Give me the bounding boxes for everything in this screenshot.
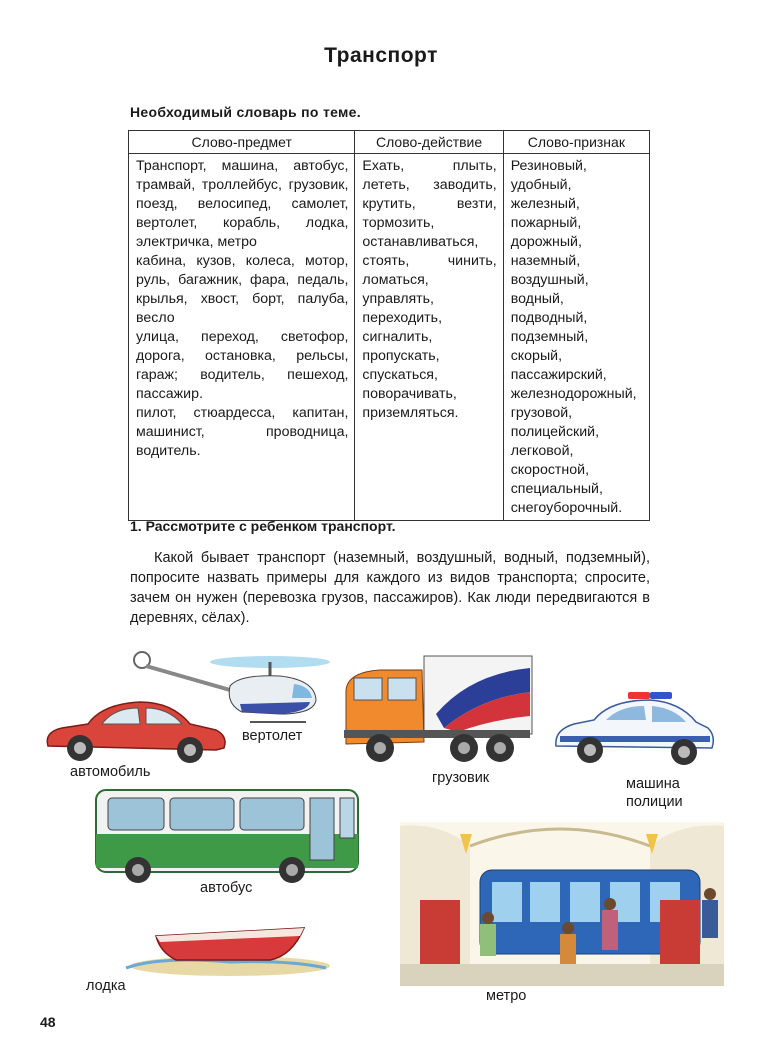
vocab-heading: Необходимый словарь по теме. [130, 104, 361, 120]
table-row [129, 154, 650, 521]
page-number: 48 [40, 1014, 56, 1030]
table-header-cell: Слово-признак [503, 131, 649, 154]
table-header-row [129, 131, 650, 154]
helicopter-illustration [130, 648, 325, 730]
helicopter-label: вертолет [242, 728, 303, 744]
metro-illustration [400, 822, 724, 986]
bus-label: автобус [200, 880, 253, 896]
task-heading: 1. Рассмотрите с ребенком транспорт. [130, 518, 396, 534]
nouns-group: кабина, кузов, колеса, мотор, руль, багажник, фара, педаль, крылья, хвост, борт, палуба, весло [136, 253, 349, 326]
verbs-cell: Ехать, плыть, лететь, заводить, крутить, везти, тормозить, останавливаться, стоять, чинить, ломаться, управлять, переходить, сигналить, пропускать, спускаться, поворачивать, приземляться. [355, 154, 503, 521]
nouns-group: пилот, стюардесса, капитан, машинист, проводница, водитель. [136, 405, 349, 459]
police-car-label-line1: машина [626, 776, 680, 792]
nouns-cell [129, 154, 355, 521]
bus-illustration [92, 786, 364, 884]
table-header-cell: Слово-предмет [129, 131, 355, 154]
police-car-illustration [550, 690, 718, 772]
page-title: Транспорт [324, 44, 438, 67]
table-header-cell: Слово-действие [355, 131, 503, 154]
nouns-group: улица, переход, светофор, дорога, остановка, рельсы, гараж; водитель, пешеход, пассажир. [136, 329, 349, 402]
boat-label: лодка [86, 978, 126, 994]
metro-label: метро [486, 988, 527, 1004]
truck-label: грузовик [432, 770, 490, 786]
police-car-label-line2: полиции [626, 794, 683, 810]
nouns-group: Транспорт, машина, автобус, трамвай, троллейбус, грузовик, поезд, велосипед, самолет, вертолет, корабль, лодка, электричка, метро [136, 158, 349, 250]
car-label: автомобиль [70, 764, 151, 780]
vocabulary-table [128, 130, 650, 521]
task-text: Какой бывает транспорт (наземный, воздушный, водный, подземный), попросите назвать примеры для каждого из видов транспорта; спросите, зачем он нужен (перевозка грузов, пассажиров). Как люди передвигаются в деревнях, сёлах). [130, 550, 650, 626]
adjectives-cell: Резиновый, удобный, железный, пожарный, дорожный, наземный, воздушный, водный, подводный, подземный, скорый, пассажирский, железнодорожный, грузовой, полицейский, легковой, скоростной, специальный, снегоуборочный. [503, 154, 649, 521]
boat-illustration [120, 916, 330, 980]
truck-illustration [340, 654, 540, 766]
